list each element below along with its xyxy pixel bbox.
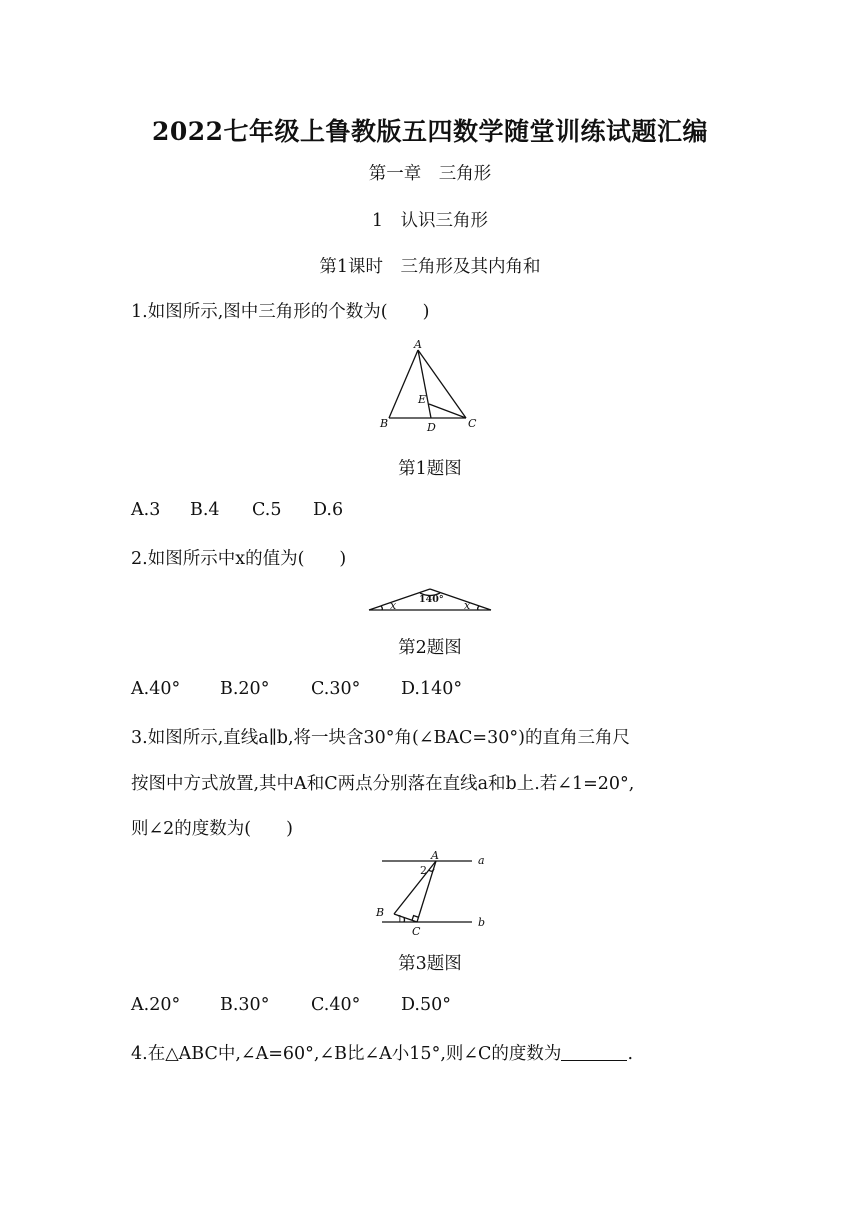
question-1-stem: 1.如图所示,图中三角形的个数为( ) xyxy=(131,302,430,322)
option-d: D.6 xyxy=(313,500,344,520)
question-4-end: . xyxy=(627,1044,634,1064)
label-c-point: C xyxy=(412,925,421,936)
option-a: A.20° xyxy=(131,995,181,1015)
option-d: D.140° xyxy=(401,679,463,699)
label-b: B xyxy=(380,417,389,430)
question-3-stem-line-1: 3.如图所示,直线a∥b,将一块含30°角(∠BAC=30°)的直角三角尺 xyxy=(131,728,630,748)
option-d: D.50° xyxy=(401,995,451,1015)
question-4-stem xyxy=(131,1040,633,1065)
question-3-figure xyxy=(370,848,494,936)
question-1-options xyxy=(131,500,343,520)
label-angle-2: 2 xyxy=(420,864,427,877)
question-3-stem-line-2: 按图中方式放置,其中A和C两点分别落在直线a和b上.若∠1=20°, xyxy=(131,774,635,794)
question-2-options xyxy=(131,679,462,699)
label-b-point: B xyxy=(376,906,385,919)
label-line-a: a xyxy=(478,854,485,867)
label-d: D xyxy=(427,421,436,434)
label-x-left: x xyxy=(390,599,397,612)
label-line-b: b xyxy=(478,916,486,929)
document-title: 2022七年级上鲁教版五四数学随堂训练试题汇编 xyxy=(151,117,709,146)
question-2-stem: 2.如图所示中x的值为( ) xyxy=(131,549,347,569)
option-a: A.40° xyxy=(131,679,181,699)
question-1-figure xyxy=(372,336,488,434)
question-3-stem-line-3: 则∠2的度数为( ) xyxy=(131,819,293,839)
option-b: B.4 xyxy=(190,500,220,520)
question-2-figure xyxy=(366,584,494,614)
option-c: C.5 xyxy=(252,500,282,520)
segment-ac xyxy=(418,350,466,418)
label-c: C xyxy=(468,417,477,430)
option-a: A.3 xyxy=(131,500,161,520)
segment-ab xyxy=(394,861,436,914)
label-x-right: x xyxy=(464,599,471,612)
option-b: B.30° xyxy=(220,995,270,1015)
label-a-point: A xyxy=(431,849,439,862)
segment-ab xyxy=(389,350,418,418)
question-1-caption: 第1题图 xyxy=(398,459,462,479)
question-4-text: 4.在△ABC中,∠A=60°,∠B比∠A小15°,则∠C的度数为 xyxy=(131,1044,562,1064)
label-apex-angle: 140° xyxy=(419,594,444,605)
label-angle-1: 1 xyxy=(397,915,403,925)
label-e: E xyxy=(418,393,427,406)
question-3-caption: 第3题图 xyxy=(398,954,462,974)
chapter-heading: 第一章 三角形 xyxy=(368,164,492,184)
option-c: C.30° xyxy=(311,679,361,699)
angle-1-arc xyxy=(404,918,405,922)
label-a: A xyxy=(414,338,422,351)
option-b: B.20° xyxy=(220,679,270,699)
lesson-heading: 第1课时 三角形及其内角和 xyxy=(319,257,541,277)
answer-blank[interactable] xyxy=(561,1044,627,1061)
question-3-options xyxy=(131,995,451,1015)
option-c: C.40° xyxy=(311,995,361,1015)
question-2-caption: 第2题图 xyxy=(398,638,462,658)
section-heading: 1 认识三角形 xyxy=(371,211,489,231)
